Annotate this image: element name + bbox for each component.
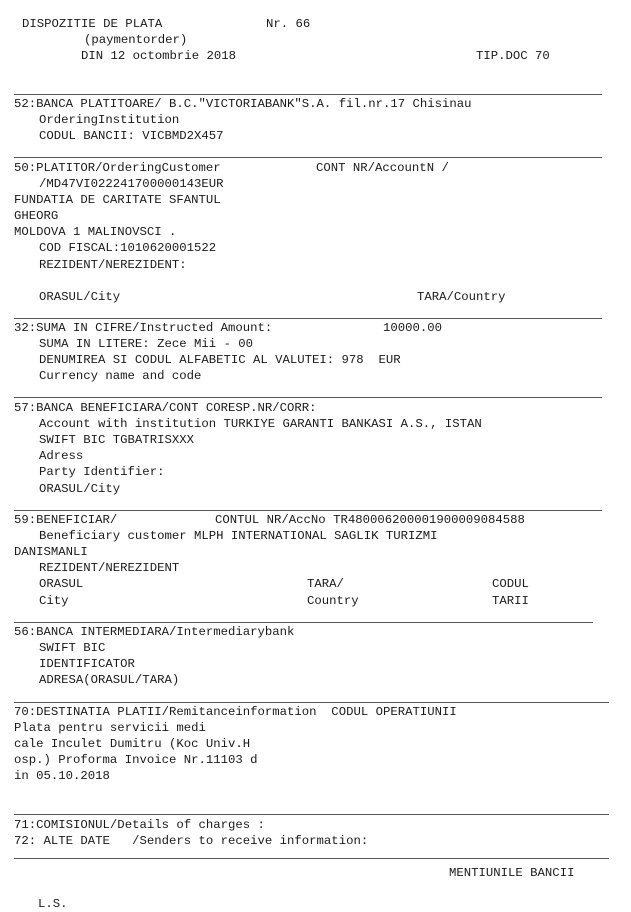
ordering-account: /MD47VI022241700000143EUR [39,177,224,191]
ordering-name-cont: GHEORG [14,209,59,223]
document-type: TIP.DOC 70 [476,49,550,63]
remittance-line-1: Plata pentru servicii medi [14,721,206,735]
document-subtitle: (paymentorder) [84,33,188,47]
intermediary-adresa: ADRESA(ORASUL/TARA) [39,673,180,687]
divider [14,397,602,398]
beneficiary-customer-cont: DANISMANLI [14,545,88,559]
ordering-address: MOLDOVA 1 MALINOVSCI . [14,225,177,239]
beneficiary-bank-label: 57:BANCA BENEFICIARA/CONT CORESP.NR/CORR: [14,401,317,415]
other-data-label: 72: ALTE DATE /Senders to receive information: [14,834,369,848]
beneficiary-codul: CODUL [492,577,529,591]
beneficiary-customer: Beneficiary customer MLPH INTERNATIONAL SAGLIK TURIZMI [39,529,438,543]
divider [14,318,602,319]
amount-label: 32:SUMA IN CIFRE/Instructed Amount: [14,321,273,335]
amount-value: 10000.00 [383,321,443,335]
currency-en: Currency name and code [39,369,202,383]
document-number: Nr. 66 [266,17,311,31]
beneficiary-institution: Account with institution TURKIYE GARANTI BANKASI A.S., ISTAN [39,417,482,431]
document-title: DISPOZITIE DE PLATA [22,17,163,31]
divider [14,510,602,511]
ordering-customer-label: 50:PLATITOR/OrderingCustomer [14,161,221,175]
amount-words: SUMA IN LITERE: Zece Mii - 00 [39,337,254,351]
remittance-label: 70:DESTINATIA PLATII/Remitanceinformation CODUL OPERATIUNII [14,705,457,719]
divider [14,622,593,623]
beneficiary-tarii: TARII [492,594,529,608]
ordering-institution-label: OrderingInstitution [39,113,180,127]
remittance-line-3: osp.) Proforma Invoice Nr.11103 d [14,753,258,767]
fiscal-code: COD FISCAL:1010620001522 [39,241,217,255]
divider [14,858,609,859]
beneficiary-orasul: ORASUL [39,577,84,591]
beneficiary-city: City [39,594,69,608]
divider [14,814,609,815]
beneficiary-tara: TARA/ [307,577,344,591]
beneficiary-swift: SWIFT BIC TGBATRISXXX [39,433,194,447]
remittance-line-2: cale Inculet Dumitru (Koc Univ.H [14,737,251,751]
intermediary-swift: SWIFT BIC [39,641,106,655]
beneficiary-bank-city: ORASUL/City [39,482,121,496]
party-identifier: Party Identifier: [39,465,165,479]
account-label: CONT NR/AccountN / [316,161,449,175]
ordering-name: FUNDATIA DE CARITATE SFANTUL [14,193,221,207]
beneficiary-account: CONTUL NR/AccNo TR480006200001900009084588 [215,513,525,527]
bank-code: CODUL BANCII: VICBMD2X457 [39,129,224,143]
resident-status: REZIDENT/NEREZIDENT: [39,258,187,272]
city-label: ORASUL/City [39,290,121,304]
beneficiary-resident: REZIDENT/NEREZIDENT [39,561,180,575]
beneficiary-country: Country [307,594,359,608]
charges-label: 71:COMISIONUL/Details of charges : [14,818,265,832]
divider [14,702,609,703]
divider [14,94,602,95]
beneficiary-bank-adress: Adress [39,449,84,463]
intermediary-bank-label: 56:BANCA INTERMEDIARA/Intermediarybank [14,625,295,639]
country-label: TARA/Country [417,290,506,304]
divider [14,157,602,158]
bank-mentions: MENTIUNILE BANCII [449,866,575,880]
beneficiary-label: 59:BENEFICIAR/ [14,513,118,527]
remittance-line-4: in 05.10.2018 [14,769,110,783]
currency-line: DENUMIREA SI CODUL ALFABETIC AL VALUTEI: 978 EUR [39,353,401,367]
ordering-bank-line: 52:BANCA PLATITOARE/ B.C."VICTORIABANK"S.A. fil.nr.17 Chisinau [14,97,472,111]
intermediary-identificator: IDENTIFICATOR [39,657,135,671]
seal-ls: L.S. [38,897,68,911]
document-date: DIN 12 octombrie 2018 [81,49,236,63]
